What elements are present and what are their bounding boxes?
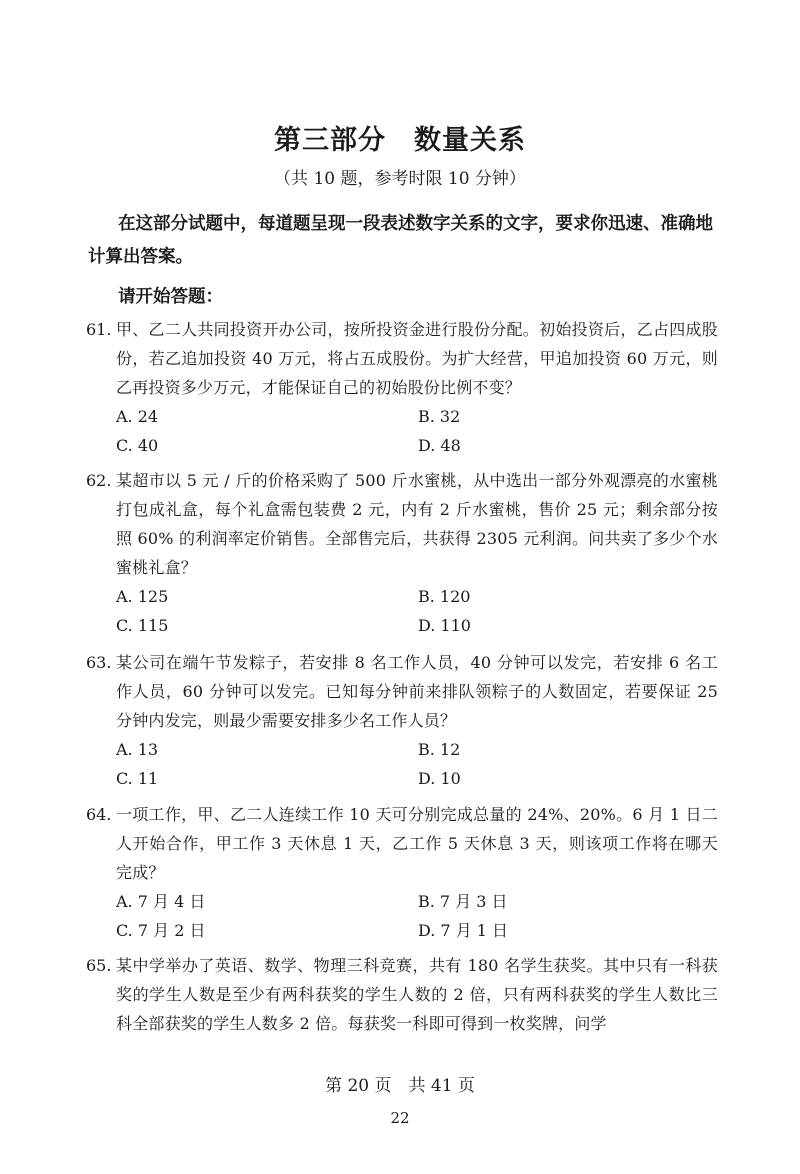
question-text: 某公司在端午节发粽子，若安排 8 名工作人员，40 分钟可以发完，若安排 6 名工作人员，60 分钟可以发完。已知每分钟前来排队领粽子的人数固定，若要保证 25 分钟内发完，则最少需要安排多少名工作人员？ <box>116 653 718 730</box>
question-65 <box>86 951 718 1038</box>
option-a: A. 13 <box>116 740 159 759</box>
page-number: 22 <box>390 1109 410 1127</box>
question-text: 某中学举办了英语、数学、物理三科竞赛，共有 180 名学生获奖。其中只有一科获奖的学生人数是至少有两科获奖的学生人数的 2 倍，只有两科获奖的学生人数比三科全部获奖的学生人数多 2 倍。每获奖一科即可得到一枚奖牌，问学 <box>116 956 718 1033</box>
option-c: C. 7 月 2 日 <box>116 921 206 940</box>
option-b: B. 120 <box>418 587 471 606</box>
page-footer: 第 20 页 共 41 页 <box>325 1076 475 1096</box>
question-options <box>116 887 718 945</box>
section-title: 第三部分 数量关系 <box>274 125 526 156</box>
question-text: 一项工作，甲、乙二人连续工作 10 天可分别完成总量的 24%、20%。6 月 1 日二人开始合作，甲工作 3 天休息 1 天，乙工作 5 天休息 3 天，则该项工作将在哪天完成？ <box>116 805 718 882</box>
question-64 <box>86 800 718 945</box>
section-subtitle: （共 10 题，参考时限 10 分钟） <box>274 169 526 189</box>
option-a: A. 125 <box>116 587 169 606</box>
option-b: B. 12 <box>418 740 461 759</box>
option-c: C. 115 <box>116 616 169 635</box>
question-options <box>116 402 718 460</box>
question-number: 61. <box>86 320 112 339</box>
question-61 <box>86 315 718 460</box>
option-b: B. 7 月 3 日 <box>418 892 508 911</box>
question-number: 64. <box>86 805 112 824</box>
option-b: B. 32 <box>418 407 461 426</box>
question-text: 某超市以 5 元 / 斤的价格采购了 500 斤水蜜桃，从中选出一部分外观漂亮的水蜜桃打包成礼盒，每个礼盒需包装费 2 元，内有 2 斤水蜜桃，售价 25 元；剩余部分按照 60% 的利润率定价销售。全部售完后，共获得 2305 元利润。问共卖了多少个水蜜桃礼盒？ <box>116 471 718 577</box>
question-number: 63. <box>86 653 112 672</box>
start-prompt: 请开始答题： <box>118 287 223 307</box>
question-number: 62. <box>86 471 112 490</box>
question-text: 甲、乙二人共同投资开办公司，按所投资金进行股份分配。初始投资后，乙占四成股份，若乙追加投资 40 万元，将占五成股份。为扩大经营，甲追加投资 60 万元，则乙再投资多少万元，才能保证自己的初始股份比例不变？ <box>116 320 718 397</box>
question-63 <box>86 648 718 793</box>
section-instructions: 在这部分试题中，每道题呈现一段表述数字关系的文字，要求你迅速、准确地计算出答案。 <box>88 214 713 267</box>
question-options <box>116 735 718 793</box>
option-c: C. 11 <box>116 769 159 788</box>
option-c: C. 40 <box>116 436 159 455</box>
option-d: D. 110 <box>418 616 471 635</box>
question-number: 65. <box>86 956 112 975</box>
option-d: D. 10 <box>418 769 461 788</box>
question-options <box>116 582 718 640</box>
option-d: D. 48 <box>418 436 461 455</box>
question-62 <box>86 466 718 640</box>
option-a: A. 7 月 4 日 <box>116 892 206 911</box>
option-a: A. 24 <box>116 407 159 426</box>
option-d: D. 7 月 1 日 <box>418 921 509 940</box>
